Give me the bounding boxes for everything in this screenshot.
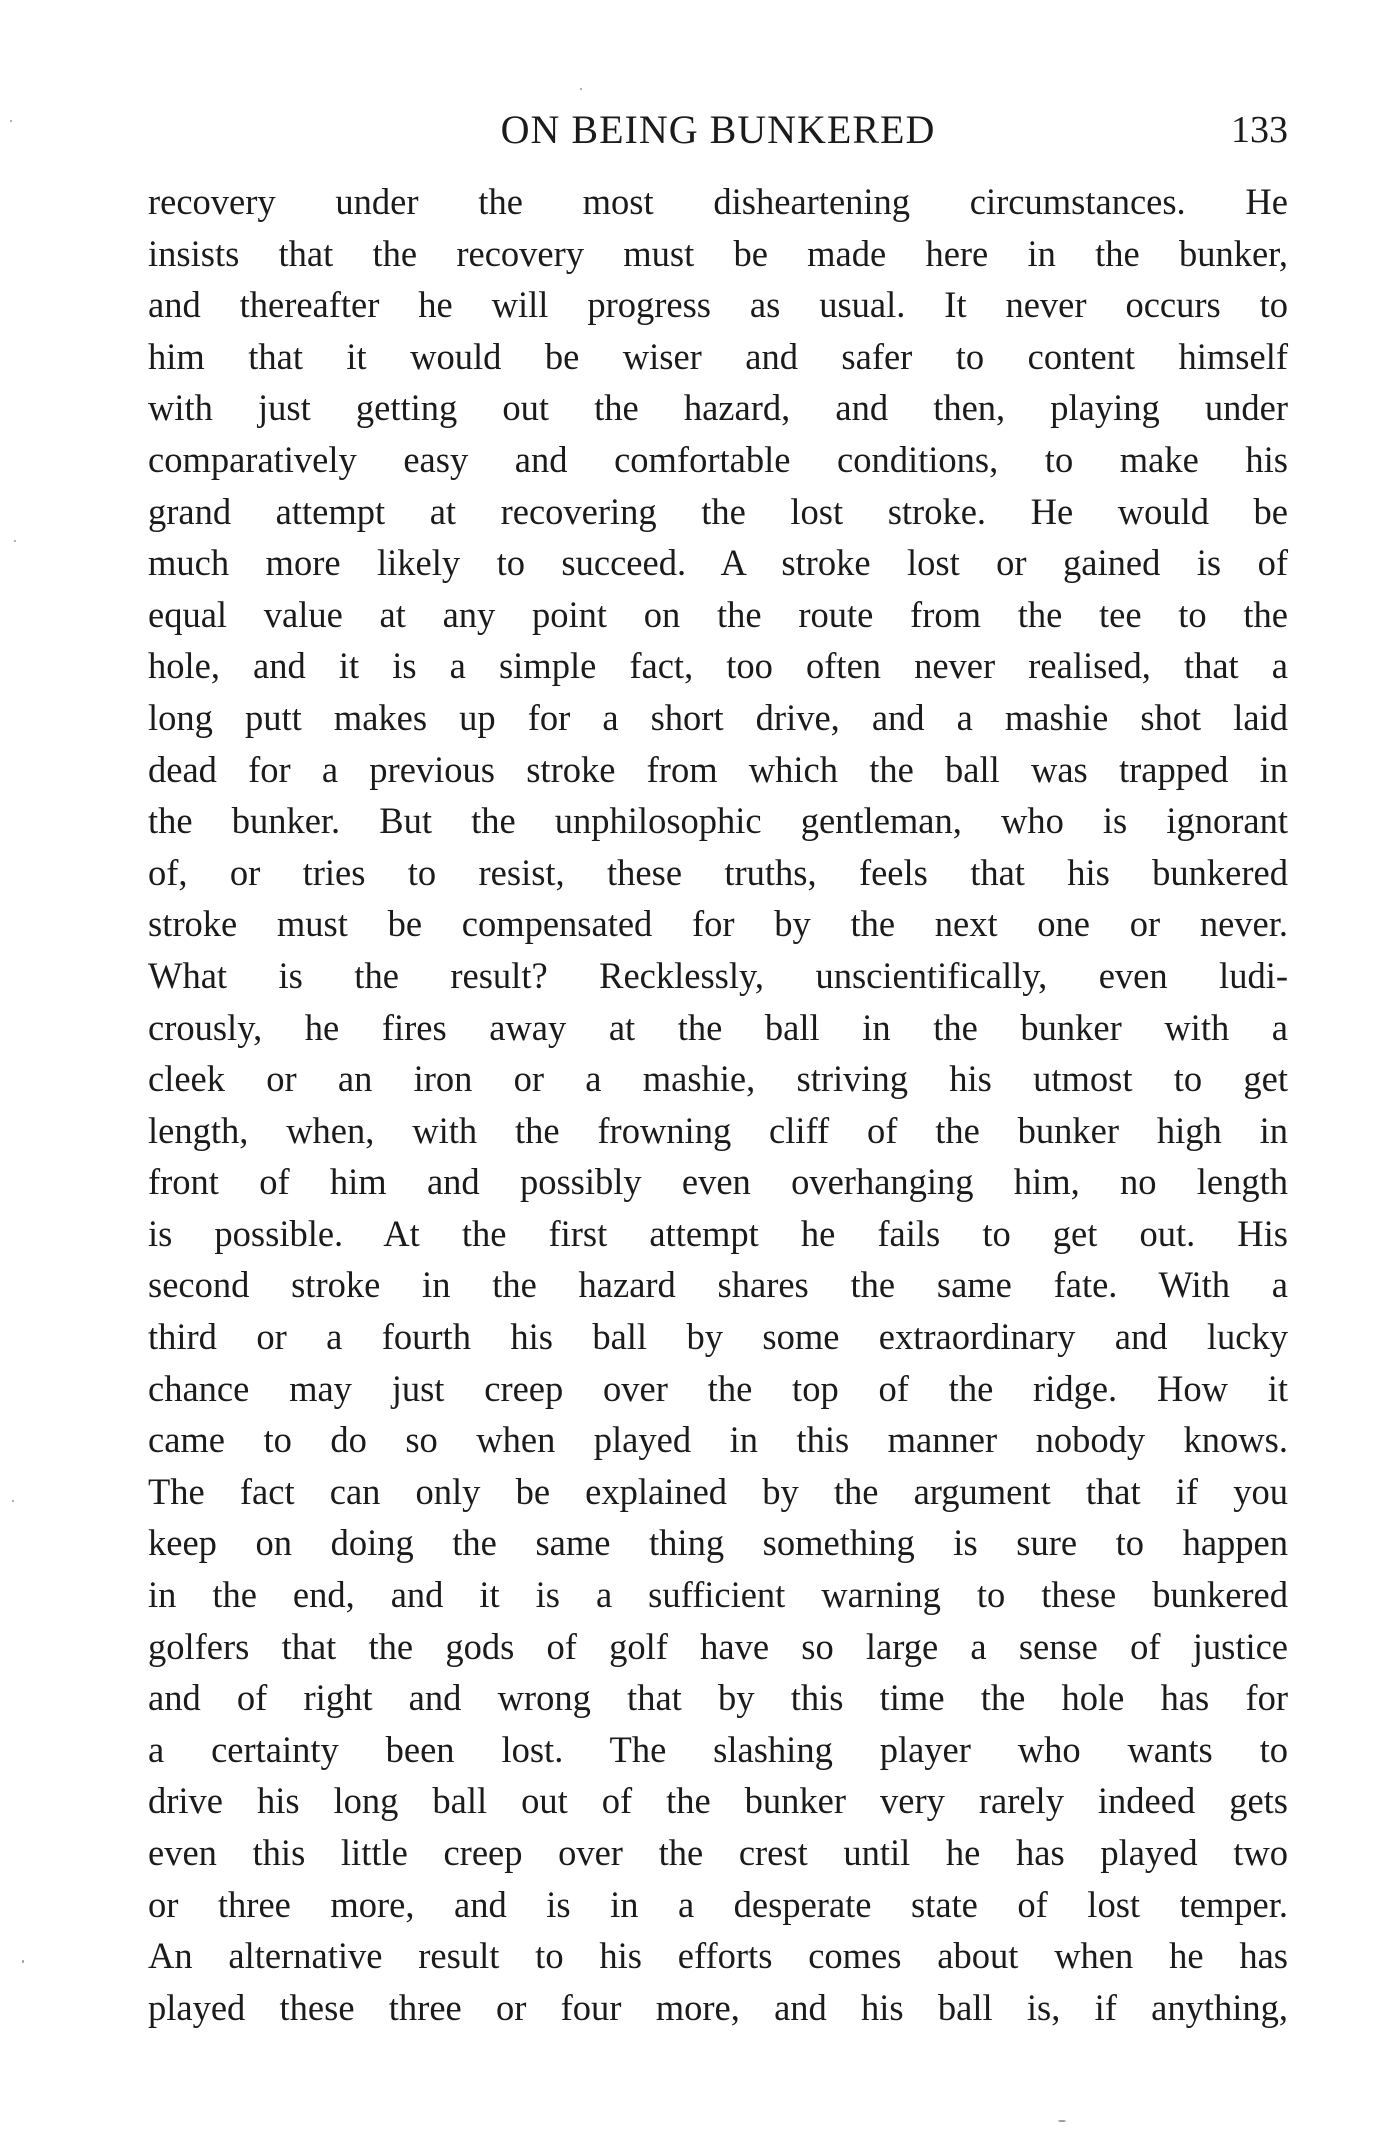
text-line: dead for a previous stroke from which the ball was trapped in	[148, 748, 1288, 790]
text-line: came to do so when played in this manner nobody knows.	[148, 1419, 1288, 1461]
text-line: length, when, with the frowning cliff of the bunker high in	[148, 1109, 1288, 1151]
text-line: much more likely to succeed. A stroke lost or gained is of	[148, 542, 1288, 584]
text-line: and thereafter he will progress as usual. It never occurs to	[148, 284, 1288, 326]
scan-speck	[22, 1960, 24, 1963]
text-line: hole, and it is a simple fact, too often never realised, that a	[148, 645, 1288, 687]
text-line: insists that the recovery must be made here in the bunker,	[148, 232, 1288, 274]
text-line: third or a fourth his ball by some extraordinary and lucky	[148, 1316, 1288, 1358]
text-line: crously, he fires away at the ball in the bunker with a	[148, 1006, 1288, 1048]
scan-speck	[14, 540, 16, 542]
text-line: recovery under the most disheartening circumstances. He	[148, 181, 1288, 222]
text-line: equal value at any point on the route from the tee to the	[148, 593, 1288, 635]
scan-speck	[1058, 2120, 1066, 2122]
text-line: comparatively easy and comfortable conditions, to make his	[148, 438, 1288, 480]
text-line: of, or tries to resist, these truths, feels that his bunkered	[148, 851, 1288, 893]
text-line: chance may just creep over the top of the ridge. How it	[148, 1367, 1288, 1409]
text-line: second stroke in the hazard shares the same fate. With a	[148, 1264, 1288, 1306]
scan-speck	[580, 88, 582, 90]
text-line: a certainty been lost. The slashing player who wants to	[148, 1728, 1288, 1770]
text-line: with just getting out the hazard, and then, playing under	[148, 387, 1288, 429]
text-line: the bunker. But the unphilosophic gentleman, who is ignorant	[148, 800, 1288, 842]
page-number: 133	[1231, 109, 1288, 151]
text-line: long putt makes up for a short drive, and a mashie shot laid	[148, 696, 1288, 738]
text-line: even this little creep over the crest until he has played two	[148, 1832, 1288, 1873]
text-line: The fact can only be explained by the argument that if you	[148, 1470, 1288, 1512]
text-line: keep on doing the same thing something is sure to happen	[148, 1522, 1288, 1564]
text-line: What is the result? Recklessly, unscientifically, even ludi-	[148, 954, 1288, 996]
running-head	[148, 100, 1288, 160]
text-line: golfers that the gods of golf have so large a sense of justice	[148, 1625, 1288, 1667]
scan-speck	[12, 1500, 14, 1502]
text-line: or three more, and is in a desperate state of lost temper.	[148, 1883, 1288, 1925]
text-line: him that it would be wiser and safer to content himself	[148, 335, 1288, 377]
text-line: and of right and wrong that by this time the hole has for	[148, 1677, 1288, 1719]
running-title: ON BEING BUNKERED	[500, 107, 936, 152]
text-line: grand attempt at recovering the lost stroke. He would be	[148, 490, 1288, 532]
scan-speck	[10, 120, 12, 122]
text-line: An alternative result to his efforts comes about when he has	[148, 1935, 1288, 1977]
text-line: front of him and possibly even overhanging him, no length	[148, 1161, 1288, 1203]
body-text	[148, 176, 1288, 2033]
text-line: stroke must be compensated for by the next one or never.	[148, 903, 1288, 945]
text-line: is possible. At the first attempt he fails to get out. His	[148, 1212, 1288, 1254]
text-line: cleek or an iron or a mashie, striving his utmost to get	[148, 1058, 1288, 1100]
text-line: in the end, and it is a sufficient warning to these bunkered	[148, 1574, 1288, 1616]
text-line: drive his long ball out of the bunker very rarely indeed gets	[148, 1780, 1288, 1822]
text-line: played these three or four more, and his ball is, if anything,	[148, 1986, 1288, 2028]
